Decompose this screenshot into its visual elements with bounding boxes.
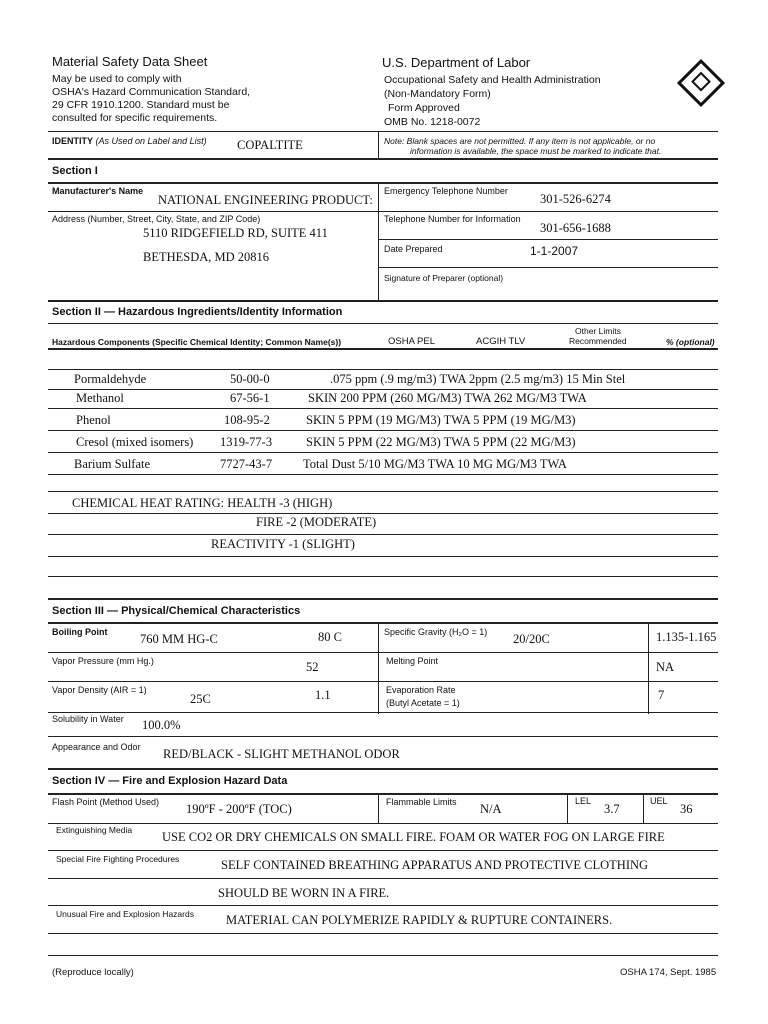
- col-percent: % (optional): [666, 337, 715, 347]
- footer-reproduce: (Reproduce locally): [52, 967, 134, 978]
- header-right-line-4: OMB No. 1218-0072: [384, 116, 481, 128]
- heat-rating-reactivity: REACTIVITY -1 (SLIGHT): [211, 537, 355, 551]
- address-label: Address (Number, Street, City, State, and ZIP Code): [52, 214, 261, 224]
- date-prepared-label: Date Prepared: [384, 244, 443, 254]
- header-left-line-3: 29 CFR 1910.1200. Standard must be: [52, 99, 230, 111]
- emergency-phone-value[interactable]: 301-526-6274: [540, 192, 611, 206]
- heat-rating-fire: FIRE -2 (MODERATE): [256, 515, 377, 529]
- info-phone-label: Telephone Number for Information: [384, 214, 521, 224]
- melting-point-label: Melting Point: [386, 656, 439, 666]
- evaporation-rate-value[interactable]: 7: [658, 688, 665, 702]
- section-2-title: Section II — Hazardous Ingredients/Identity Information: [52, 306, 343, 318]
- identity-value[interactable]: COPALTITE: [237, 138, 303, 152]
- note-line-2: information is available, the space must be marked to indicate that.: [410, 146, 662, 156]
- unusual-hazards-label: Unusual Fire and Explosion Hazards: [56, 909, 194, 919]
- vapor-pressure-value[interactable]: 52: [306, 660, 319, 674]
- manufacturer-value[interactable]: NATIONAL ENGINEERING PRODUCT:: [158, 193, 373, 207]
- specific-gravity-value-2[interactable]: 1.135-1.165: [656, 630, 717, 644]
- identity-label: IDENTITY: [52, 136, 94, 146]
- agency-title: U.S. Department of Labor: [382, 55, 531, 70]
- ingredient-1-name: Pormaldehyde: [74, 372, 147, 386]
- flash-point-label: Flash Point (Method Used): [52, 797, 160, 807]
- section-4-title: Section IV — Fire and Explosion Hazard Data: [52, 775, 288, 787]
- header-right-line-3: Form Approved: [388, 102, 460, 114]
- special-procedures-label: Special Fire Fighting Procedures: [56, 854, 180, 864]
- vapor-density-value-2[interactable]: 1.1: [315, 688, 331, 702]
- ingredient-4-name: Cresol (mixed isomers): [76, 435, 194, 449]
- specific-gravity-label: Specific Gravity (H₂O = 1): [384, 627, 488, 637]
- emergency-phone-label: Emergency Telephone Number: [384, 186, 508, 196]
- evaporation-rate-label-1: Evaporation Rate: [386, 685, 456, 695]
- ingredient-5-cas: 7727-43-7: [220, 457, 273, 471]
- unusual-hazards-value[interactable]: MATERIAL CAN POLYMERIZE RAPIDLY & RUPTURE CONTAINERS.: [226, 913, 613, 927]
- col-osha-pel: OSHA PEL: [388, 336, 435, 347]
- special-procedures-value-2[interactable]: SHOULD BE WORN IN A FIRE.: [218, 886, 390, 900]
- solubility-value[interactable]: 100.0%: [142, 718, 181, 732]
- header-left-line-4: consulted for specific requirements.: [52, 112, 218, 124]
- melting-point-value[interactable]: NA: [656, 660, 675, 674]
- col-acgih-tlv: ACGIH TLV: [476, 336, 526, 347]
- ingredient-2-limits: SKIN 200 PPM (260 MG/M3) TWA 262 MG/M3 TWA: [308, 391, 587, 405]
- uel-label: UEL: [650, 796, 668, 806]
- note-line-1: Note: Blank spaces are not permitted. If any item is not applicable, or no: [384, 136, 656, 146]
- ingredient-4-cas: 1319-77-3: [220, 435, 273, 449]
- info-phone-value[interactable]: 301-656-1688: [540, 221, 611, 235]
- form-title: Material Safety Data Sheet: [52, 54, 208, 69]
- ingredient-2-name: Methanol: [76, 391, 124, 405]
- section-1-title: Section I: [52, 165, 98, 177]
- col-other-limits-1: Other Limits: [575, 326, 621, 336]
- specific-gravity-value-1[interactable]: 20/20C: [513, 632, 550, 646]
- special-procedures-value-1[interactable]: SELF CONTAINED BREATHING APPARATUS AND PROTECTIVE CLOTHING: [221, 858, 649, 872]
- appearance-label: Appearance and Odor: [52, 742, 141, 752]
- ingredient-4-limits: SKIN 5 PPM (22 MG/M3) TWA 5 PPM (22 MG/M3): [306, 435, 576, 449]
- divider: [48, 131, 718, 132]
- ingredient-1-cas: 50-00-0: [230, 372, 270, 386]
- col-other-limits-2: Recommended: [569, 336, 627, 346]
- date-prepared-value[interactable]: 1-1-2007: [530, 244, 579, 258]
- flammable-limits-value[interactable]: N/A: [480, 802, 502, 816]
- footer-form-number: OSHA 174, Sept. 1985: [620, 967, 717, 978]
- osha-logo-icon: [677, 59, 725, 107]
- flash-point-value[interactable]: 190ºF - 200ºF (TOC): [186, 802, 292, 816]
- ingredient-5-name: Barium Sulfate: [74, 457, 151, 471]
- boiling-point-value-2[interactable]: 80 C: [318, 630, 342, 644]
- solubility-label: Solubility in Water: [52, 714, 124, 724]
- address-line-2[interactable]: BETHESDA, MD 20816: [143, 250, 270, 264]
- boiling-point-value-1[interactable]: 760 MM HG-C: [140, 632, 218, 646]
- vapor-pressure-label: Vapor Pressure (mm Hg.): [52, 656, 154, 666]
- col-hazardous-components: Hazardous Components (Specific Chemical Identity; Common Name(s)): [52, 337, 342, 347]
- heat-rating-health: CHEMICAL HEAT RATING: HEALTH -3 (HIGH): [72, 496, 333, 510]
- header-right-line-1: Occupational Safety and Health Administration: [384, 74, 601, 86]
- ingredient-3-name: Phenol: [76, 413, 111, 427]
- vapor-density-label: Vapor Density (AIR = 1): [52, 685, 147, 695]
- header-left-line-2: OSHA's Hazard Communication Standard,: [52, 86, 251, 98]
- extinguishing-media-label: Extinguishing Media: [56, 825, 133, 835]
- evaporation-rate-label-2: (Butyl Acetate = 1): [386, 698, 460, 708]
- lel-value[interactable]: 3.7: [604, 802, 620, 816]
- ingredient-1-limits: .075 ppm (.9 mg/m3) TWA 2ppm (2.5 mg/m3) 15 Min Stel: [330, 372, 626, 386]
- manufacturer-label: Manufacturer's Name: [52, 186, 144, 196]
- ingredient-3-limits: SKIN 5 PPM (19 MG/M3) TWA 5 PPM (19 MG/M3): [306, 413, 576, 427]
- ingredient-3-cas: 108-95-2: [224, 413, 270, 427]
- appearance-value[interactable]: RED/BLACK - SLIGHT METHANOL ODOR: [163, 747, 400, 761]
- address-line-1[interactable]: 5110 RIDGEFIELD RD, SUITE 411: [143, 226, 328, 240]
- header-left-line-1: May be used to comply with: [52, 73, 182, 85]
- uel-value[interactable]: 36: [680, 802, 693, 816]
- signature-label: Signature of Preparer (optional): [384, 273, 504, 283]
- identity-label-note: (As Used on Label and List): [95, 136, 207, 146]
- flammable-limits-label: Flammable Limits: [386, 797, 457, 807]
- vapor-density-value-1[interactable]: 25C: [190, 692, 211, 706]
- section-3-title: Section III — Physical/Chemical Characteristics: [52, 605, 301, 617]
- ingredient-5-limits: Total Dust 5/10 MG/M3 TWA 10 MG MG/M3 TWA: [303, 457, 567, 471]
- lel-label: LEL: [575, 796, 592, 806]
- ingredient-2-cas: 67-56-1: [230, 391, 270, 405]
- extinguishing-media-value[interactable]: USE CO2 OR DRY CHEMICALS ON SMALL FIRE. FOAM OR WATER FOG ON LARGE FIRE: [162, 830, 665, 844]
- header-right-line-2: (Non-Mandatory Form): [384, 88, 491, 100]
- boiling-point-label: Boiling Point: [52, 627, 108, 637]
